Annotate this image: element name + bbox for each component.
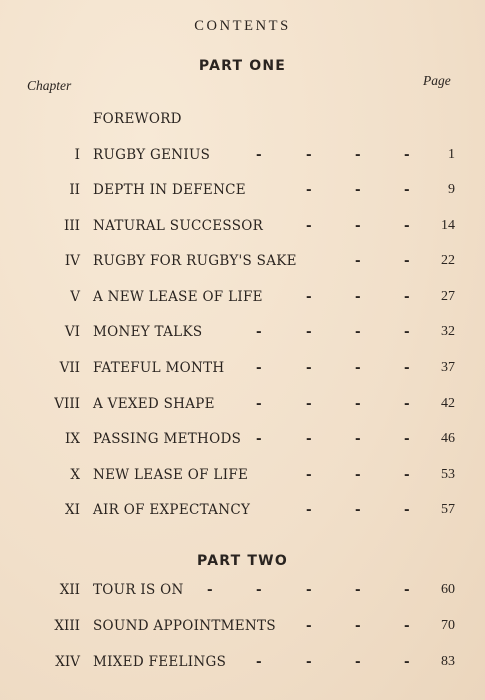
- chapter-number: IX: [65, 431, 80, 447]
- page-number: 37: [441, 360, 455, 375]
- chapter-number: I: [74, 147, 80, 163]
- page-number: 42: [441, 396, 455, 411]
- chapter-title: AIR OF EXPECTANCY: [93, 502, 251, 518]
- chapter-title: A NEW LEASE OF LIFE: [93, 289, 263, 305]
- chapter-title: FATEFUL MONTH: [93, 360, 225, 376]
- chapter-number: XII: [59, 582, 80, 598]
- page-title: CONTENTS: [194, 18, 291, 34]
- page-number: 57: [441, 502, 455, 517]
- page-number: 27: [441, 289, 455, 304]
- page-number: 1: [448, 147, 455, 162]
- toc-entry-13[interactable]: [0, 614, 485, 638]
- chapter-title: MIXED FEELINGS: [93, 654, 227, 670]
- chapter-title: NATURAL SUCCESSOR: [93, 218, 264, 234]
- chapter-number: VIII: [54, 396, 80, 412]
- dot-leader: - - -: [306, 289, 410, 305]
- toc-entry-7[interactable]: [0, 356, 485, 380]
- chapter-number: XI: [65, 502, 80, 518]
- toc-entry-5[interactable]: [0, 285, 485, 309]
- toc-entry-8[interactable]: [0, 392, 485, 416]
- part-two-heading: PART TWO: [197, 553, 288, 569]
- toc-entry-11[interactable]: [0, 498, 485, 522]
- page-number: 32: [441, 324, 455, 339]
- chapter-number: XIV: [55, 654, 80, 670]
- part-one-heading: PART ONE: [198, 58, 287, 74]
- chapter-title: MONEY TALKS: [93, 324, 203, 340]
- page-column-label: Page: [423, 73, 451, 88]
- page-number: 53: [441, 467, 455, 482]
- chapter-number: IV: [64, 253, 80, 269]
- dot-leader: - - - -: [256, 654, 410, 670]
- page-number: 22: [441, 253, 455, 268]
- dot-leader: - - - -: [256, 431, 410, 447]
- dot-leader: - - - -: [256, 396, 410, 412]
- toc-entry-12[interactable]: [0, 578, 485, 602]
- chapter-title: NEW LEASE OF LIFE: [93, 467, 249, 483]
- toc-entry-6[interactable]: [0, 320, 485, 344]
- toc-entry-4[interactable]: [0, 249, 485, 273]
- chapter-number: V: [70, 289, 80, 305]
- page-number: 9: [448, 182, 455, 197]
- chapter-number: X: [70, 467, 80, 483]
- dot-leader: - - -: [306, 182, 410, 198]
- chapter-title: TOUR IS ON: [93, 582, 184, 598]
- page-number: 60: [441, 582, 455, 597]
- toc-entry-2[interactable]: [0, 178, 485, 202]
- dot-leader: - - -: [306, 218, 410, 234]
- chapter-title: PASSING METHODS: [93, 431, 242, 447]
- toc-entry-1[interactable]: [0, 143, 485, 167]
- dot-leader: - -: [355, 253, 410, 269]
- chapter-title: RUGBY FOR RUGBY'S SAKE: [93, 253, 297, 269]
- chapter-number: III: [64, 218, 80, 234]
- chapter-column-label: Chapter: [27, 78, 72, 93]
- chapter-number: VI: [64, 324, 80, 340]
- chapter-number: VII: [59, 360, 80, 376]
- dot-leader: - - -: [306, 502, 410, 518]
- page-number: 70: [441, 618, 455, 633]
- page-number: 46: [441, 431, 455, 446]
- toc-entry-9[interactable]: [0, 427, 485, 451]
- dot-leader: - - - - -: [207, 582, 410, 598]
- foreword-entry[interactable]: FOREWORD: [93, 111, 182, 127]
- chapter-title: SOUND APPOINTMENTS: [93, 618, 276, 634]
- toc-entry-3[interactable]: [0, 214, 485, 238]
- toc-entry-14[interactable]: [0, 650, 485, 674]
- page-number: 83: [441, 654, 455, 669]
- dot-leader: - - - -: [256, 324, 410, 340]
- chapter-number: II: [69, 182, 80, 198]
- chapter-number: XIII: [54, 618, 80, 634]
- toc-entry-10[interactable]: [0, 463, 485, 487]
- chapter-title: DEPTH IN DEFENCE: [93, 182, 246, 198]
- chapter-title: A VEXED SHAPE: [93, 396, 215, 412]
- dot-leader: - - -: [306, 467, 410, 483]
- dot-leader: - - -: [306, 618, 410, 634]
- chapter-title: RUGBY GENIUS: [93, 147, 211, 163]
- dot-leader: - - - -: [256, 360, 410, 376]
- page-number: 14: [441, 218, 455, 233]
- dot-leader: - - - -: [256, 147, 410, 163]
